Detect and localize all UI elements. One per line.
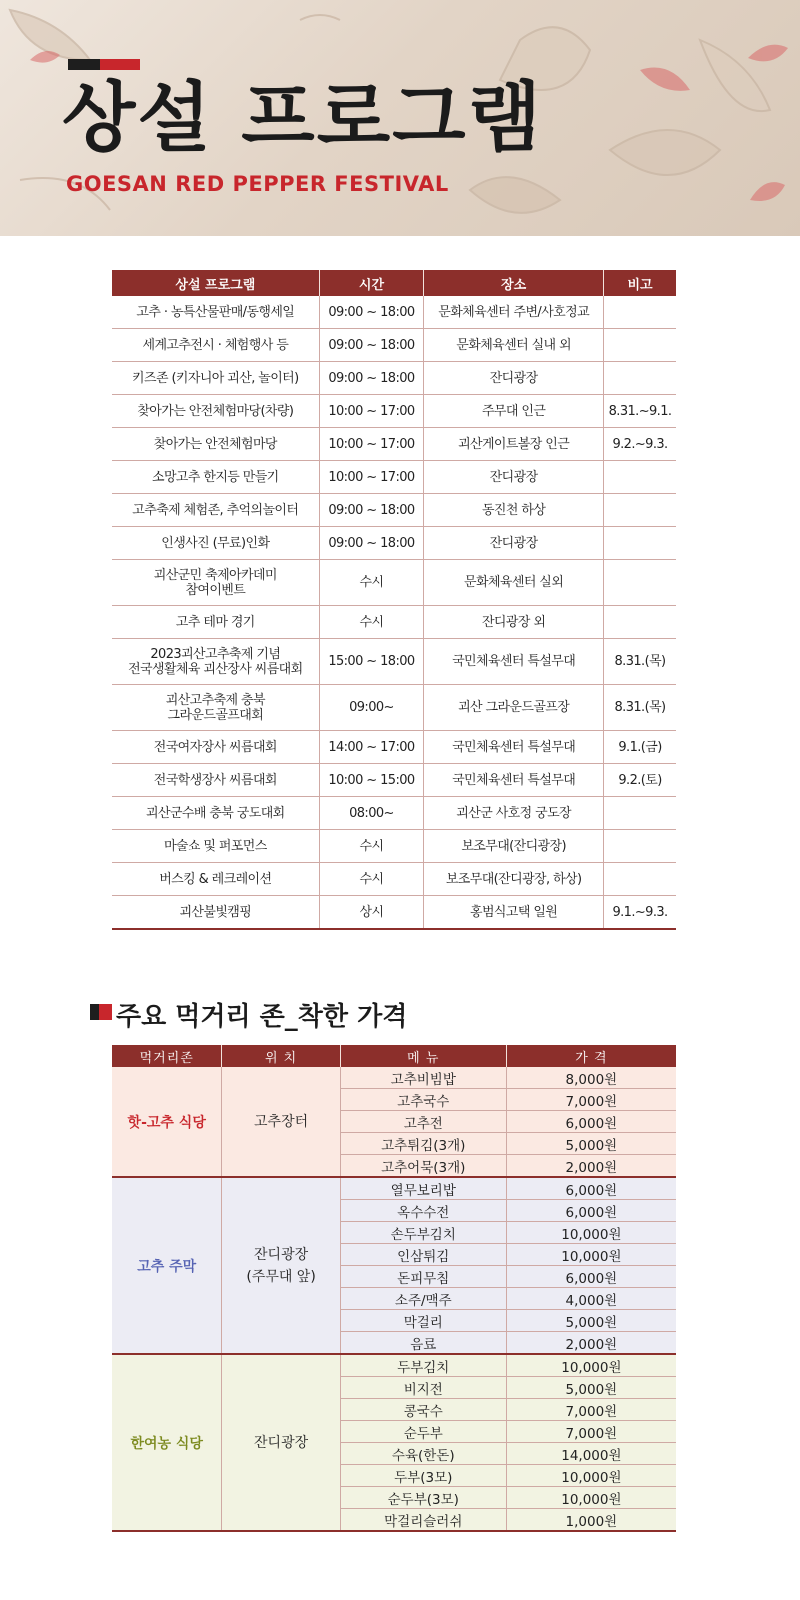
note-cell: 9.1.(금) <box>604 731 676 764</box>
menu-cell: 음료 <box>340 1332 506 1355</box>
menu-cell: 막걸리슬러쉬 <box>340 1509 506 1532</box>
table-row <box>112 1067 676 1089</box>
table-row <box>112 685 676 731</box>
time-cell: 수시 <box>319 863 424 896</box>
accent-bar <box>68 59 140 70</box>
table-row <box>112 1354 676 1377</box>
table-row <box>112 428 676 461</box>
note-cell <box>604 797 676 830</box>
header-location: 위 치 <box>222 1045 340 1067</box>
menu-cell: 인삼튀김 <box>340 1244 506 1266</box>
place-cell: 홍범식고택 일원 <box>424 896 604 930</box>
program-name-cell: 인생사진 (무료)인화 <box>112 527 319 560</box>
time-cell: 09:00 ~ 18:00 <box>319 494 424 527</box>
menu-cell: 비지전 <box>340 1377 506 1399</box>
time-cell: 수시 <box>319 560 424 606</box>
place-cell: 국민체육센터 특설무대 <box>424 764 604 797</box>
program-name-cell: 찾아가는 안전체험마당(차량) <box>112 395 319 428</box>
note-cell: 9.2.~9.3. <box>604 428 676 461</box>
price-cell: 10,000원 <box>506 1354 676 1377</box>
place-cell: 괴산게이트볼장 인근 <box>424 428 604 461</box>
note-cell <box>604 560 676 606</box>
menu-cell: 돈피무침 <box>340 1266 506 1288</box>
program-name-cell: 괴산불빛캠핑 <box>112 896 319 930</box>
place-cell: 국민체육센터 특설무대 <box>424 639 604 685</box>
note-cell <box>604 494 676 527</box>
time-cell: 08:00~ <box>319 797 424 830</box>
note-cell <box>604 830 676 863</box>
menu-cell: 수육(한돈) <box>340 1443 506 1465</box>
place-cell: 문화체육센터 실내 외 <box>424 329 604 362</box>
price-cell: 2,000원 <box>506 1332 676 1355</box>
table-row <box>112 731 676 764</box>
price-cell: 1,000원 <box>506 1509 676 1532</box>
note-cell <box>604 296 676 329</box>
header-program: 상설 프로그램 <box>112 270 319 296</box>
food-price-table <box>112 1045 676 1532</box>
place-cell: 잔디광장 <box>424 461 604 494</box>
place-cell: 잔디광장 <box>424 527 604 560</box>
menu-cell: 고추비빔밥 <box>340 1067 506 1089</box>
program-name-cell: 고추 · 농특산물판매/동행세일 <box>112 296 319 329</box>
price-cell: 7,000원 <box>506 1399 676 1421</box>
price-cell: 8,000원 <box>506 1067 676 1089</box>
note-cell <box>604 527 676 560</box>
place-cell: 보조무대(잔디광장) <box>424 830 604 863</box>
time-cell: 수시 <box>319 606 424 639</box>
time-cell: 14:00 ~ 17:00 <box>319 731 424 764</box>
table-row <box>112 362 676 395</box>
table-row <box>112 863 676 896</box>
note-cell <box>604 362 676 395</box>
food-zone-group <box>112 1067 676 1177</box>
table-row <box>112 764 676 797</box>
table-row <box>112 797 676 830</box>
price-cell: 14,000원 <box>506 1443 676 1465</box>
note-cell <box>604 329 676 362</box>
table-row <box>112 494 676 527</box>
header-banner <box>0 0 800 236</box>
price-cell: 2,000원 <box>506 1155 676 1178</box>
price-cell: 4,000원 <box>506 1288 676 1310</box>
table-row <box>112 395 676 428</box>
price-cell: 6,000원 <box>506 1266 676 1288</box>
place-cell: 괴산군 사호정 궁도장 <box>424 797 604 830</box>
program-name-cell: 전국학생장사 씨름대회 <box>112 764 319 797</box>
place-cell: 국민체육센터 특설무대 <box>424 731 604 764</box>
table-row <box>112 1177 676 1200</box>
place-cell: 주무대 인근 <box>424 395 604 428</box>
time-cell: 09:00 ~ 18:00 <box>319 527 424 560</box>
header-zone: 먹거리존 <box>112 1045 222 1067</box>
time-cell: 수시 <box>319 830 424 863</box>
place-cell: 문화체육센터 실외 <box>424 560 604 606</box>
zone-location-cell: 잔디광장 <box>222 1354 340 1531</box>
menu-cell: 순두부(3모) <box>340 1487 506 1509</box>
food-table-header <box>112 1045 676 1067</box>
time-cell: 09:00~ <box>319 685 424 731</box>
place-cell: 잔디광장 <box>424 362 604 395</box>
zone-name-cell: 고추 주막 <box>112 1177 222 1354</box>
page-title: 상설 프로그램 <box>62 73 543 162</box>
place-cell: 괴산 그라운드골프장 <box>424 685 604 731</box>
note-cell: 9.2.(토) <box>604 764 676 797</box>
place-cell: 보조무대(잔디광장, 하상) <box>424 863 604 896</box>
program-name-cell: 2023괴산고추축제 기념 전국생활체육 괴산장사 씨름대회 <box>112 639 319 685</box>
note-cell <box>604 606 676 639</box>
price-cell: 5,000원 <box>506 1377 676 1399</box>
table-row <box>112 896 676 930</box>
price-cell: 5,000원 <box>506 1133 676 1155</box>
table-row <box>112 329 676 362</box>
header-menu: 메 뉴 <box>340 1045 506 1067</box>
table-row <box>112 296 676 329</box>
menu-cell: 막걸리 <box>340 1310 506 1332</box>
note-cell: 8.31.(목) <box>604 639 676 685</box>
menu-cell: 두부김치 <box>340 1354 506 1377</box>
menu-cell: 손두부김치 <box>340 1222 506 1244</box>
menu-cell: 열무보리밥 <box>340 1177 506 1200</box>
price-cell: 10,000원 <box>506 1487 676 1509</box>
place-cell: 문화체육센터 주변/사호정교 <box>424 296 604 329</box>
note-cell: 9.1.~9.3. <box>604 896 676 930</box>
program-name-cell: 괴산군민 축제아카데미 참여이벤트 <box>112 560 319 606</box>
time-cell: 10:00 ~ 17:00 <box>319 461 424 494</box>
time-cell: 15:00 ~ 18:00 <box>319 639 424 685</box>
table-row <box>112 639 676 685</box>
program-name-cell: 버스킹 & 레크레이션 <box>112 863 319 896</box>
food-section-heading: 주요 먹거리 존_착한 가격 <box>116 1002 408 1032</box>
note-cell <box>604 461 676 494</box>
program-name-cell: 마술쇼 및 퍼포먼스 <box>112 830 319 863</box>
program-name-cell: 전국여자장사 씨름대회 <box>112 731 319 764</box>
program-name-cell: 소망고추 한지등 만들기 <box>112 461 319 494</box>
time-cell: 10:00 ~ 15:00 <box>319 764 424 797</box>
header-price: 가 격 <box>506 1045 676 1067</box>
time-cell: 09:00 ~ 18:00 <box>319 362 424 395</box>
zone-name-cell: 핫-고추 식당 <box>112 1067 222 1177</box>
place-cell: 잔디광장 외 <box>424 606 604 639</box>
note-cell <box>604 863 676 896</box>
price-cell: 7,000원 <box>506 1421 676 1443</box>
table-row <box>112 830 676 863</box>
time-cell: 10:00 ~ 17:00 <box>319 395 424 428</box>
price-cell: 7,000원 <box>506 1089 676 1111</box>
menu-cell: 고추전 <box>340 1111 506 1133</box>
note-cell: 8.31.~9.1. <box>604 395 676 428</box>
note-cell: 8.31.(목) <box>604 685 676 731</box>
festival-subtitle: GOESAN RED PEPPER FESTIVAL <box>66 172 449 196</box>
price-cell: 10,000원 <box>506 1244 676 1266</box>
header-time: 시간 <box>319 270 424 296</box>
menu-cell: 소주/맥주 <box>340 1288 506 1310</box>
table-row <box>112 560 676 606</box>
menu-cell: 콩국수 <box>340 1399 506 1421</box>
program-name-cell: 괴산고추축제 충북 그라운드골프대회 <box>112 685 319 731</box>
table-row <box>112 461 676 494</box>
header-note: 비고 <box>604 270 676 296</box>
time-cell: 09:00 ~ 18:00 <box>319 296 424 329</box>
menu-cell: 고추어묵(3개) <box>340 1155 506 1178</box>
program-name-cell: 찾아가는 안전체험마당 <box>112 428 319 461</box>
table-row <box>112 606 676 639</box>
menu-cell: 고추국수 <box>340 1089 506 1111</box>
zone-location-cell: 잔디광장 (주무대 앞) <box>222 1177 340 1354</box>
time-cell: 10:00 ~ 17:00 <box>319 428 424 461</box>
program-name-cell: 고추축제 체험존, 추억의놀이터 <box>112 494 319 527</box>
price-cell: 6,000원 <box>506 1111 676 1133</box>
program-table <box>112 270 676 930</box>
price-cell: 10,000원 <box>506 1222 676 1244</box>
program-name-cell: 고추 테마 경기 <box>112 606 319 639</box>
program-name-cell: 세계고추전시 · 체험행사 등 <box>112 329 319 362</box>
table-row <box>112 527 676 560</box>
time-cell: 상시 <box>319 896 424 930</box>
price-cell: 6,000원 <box>506 1177 676 1200</box>
place-cell: 동진천 하상 <box>424 494 604 527</box>
time-cell: 09:00 ~ 18:00 <box>319 329 424 362</box>
price-cell: 5,000원 <box>506 1310 676 1332</box>
program-name-cell: 키즈존 (키자니아 괴산, 놀이터) <box>112 362 319 395</box>
menu-cell: 고추튀김(3개) <box>340 1133 506 1155</box>
program-name-cell: 괴산군수배 충북 궁도대회 <box>112 797 319 830</box>
program-table-header <box>112 270 676 296</box>
zone-name-cell: 한여농 식당 <box>112 1354 222 1531</box>
section-marker-icon <box>90 1004 112 1020</box>
menu-cell: 순두부 <box>340 1421 506 1443</box>
header-place: 장소 <box>424 270 604 296</box>
menu-cell: 두부(3모) <box>340 1465 506 1487</box>
menu-cell: 옥수수전 <box>340 1200 506 1222</box>
food-zone-group <box>112 1177 676 1354</box>
food-zone-group <box>112 1354 676 1531</box>
price-cell: 6,000원 <box>506 1200 676 1222</box>
zone-location-cell: 고추장터 <box>222 1067 340 1177</box>
price-cell: 10,000원 <box>506 1465 676 1487</box>
